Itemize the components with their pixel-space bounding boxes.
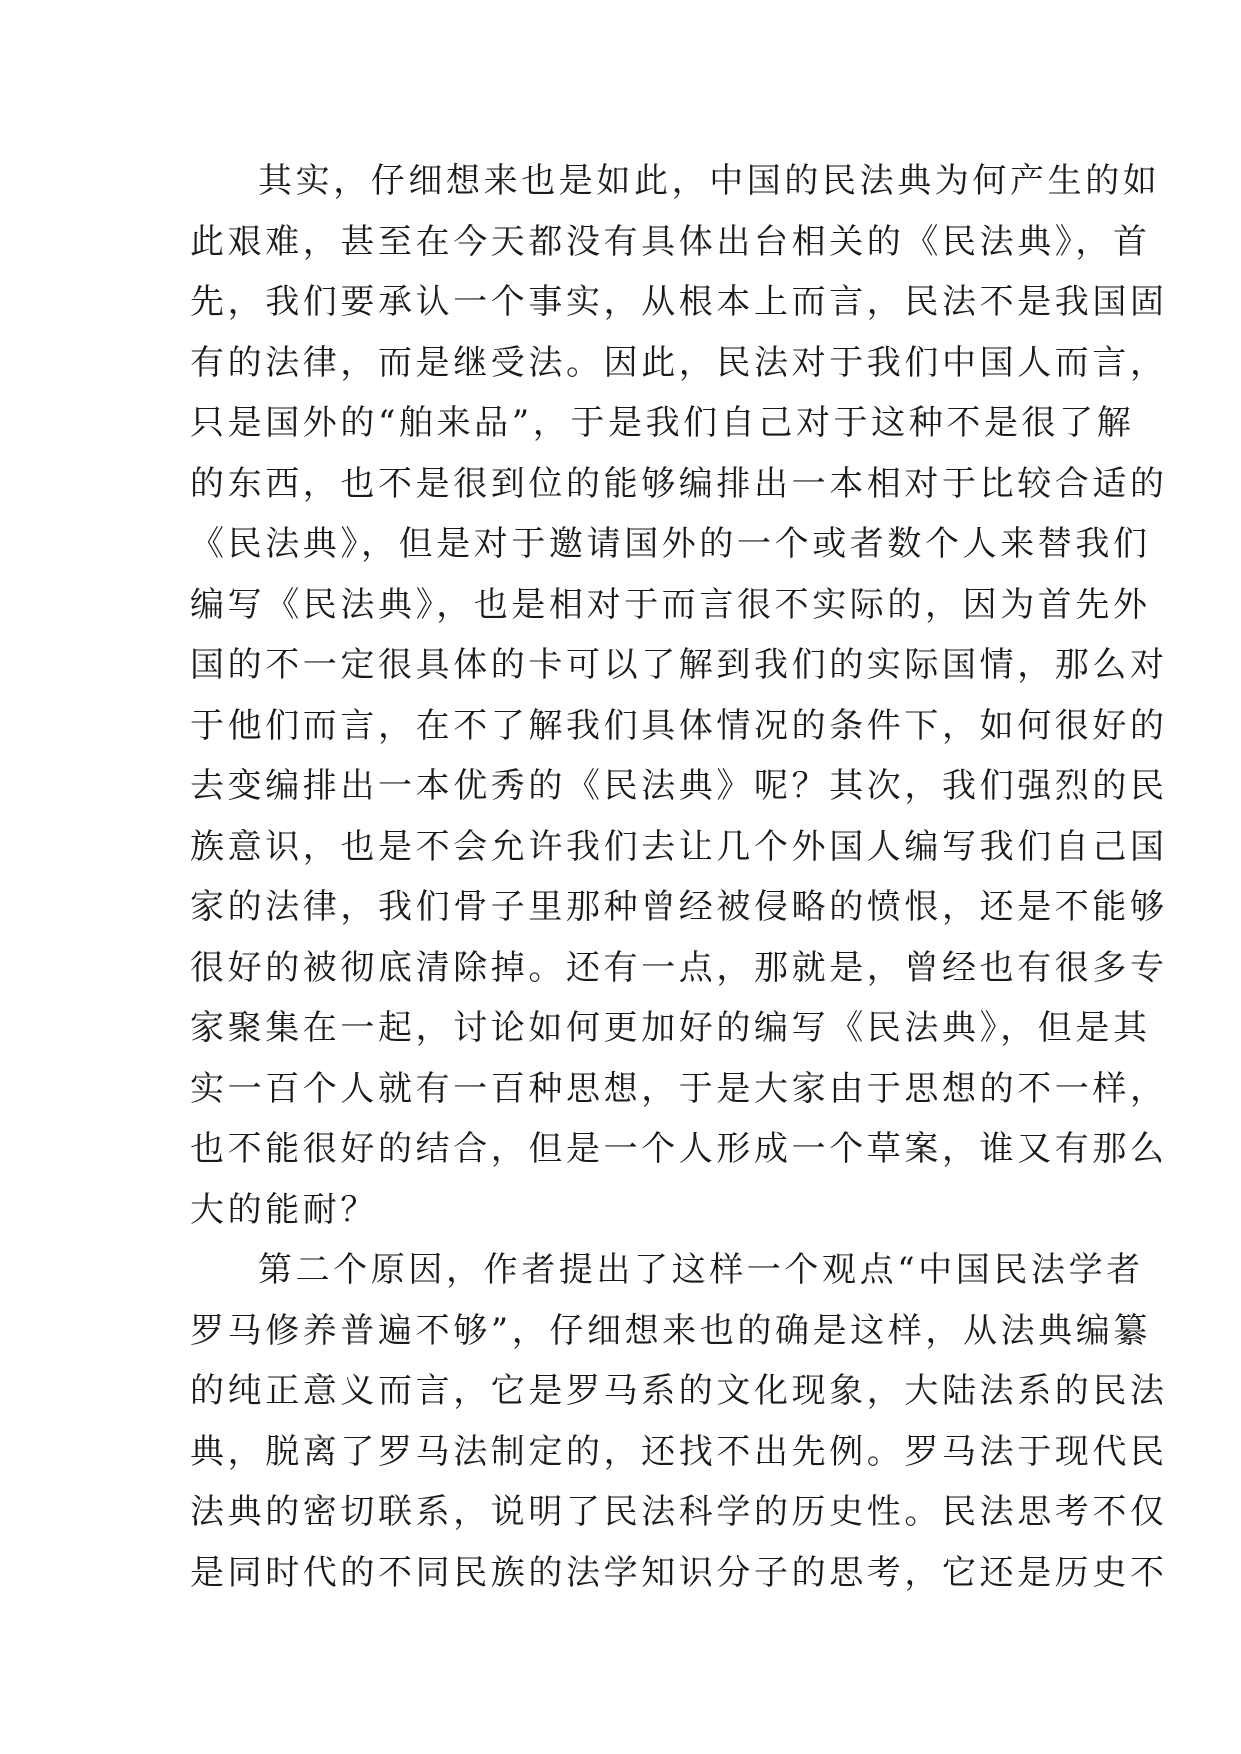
text-line: 家的法律，我们骨子里那种曾经被侵略的愤恨，还是不能够: [190, 887, 1168, 927]
text-line: 只是国外的“舶来品”，于是我们自己对于这种不是很了解: [190, 403, 1135, 443]
text-line: 罗马修养普遍不够”，仔细想来也的确是这样，从法典编纂: [190, 1310, 1151, 1351]
text-line: 的东西，也不是很到位的能够编排出一本相对于比较合适的: [190, 463, 1168, 504]
text-line: 是同时代的不同民族的法学知识分子的思考，它还是历史不: [190, 1552, 1168, 1593]
text-line: 编写《民法典》，也是相对于而言很不实际的，因为首先外: [190, 584, 1151, 625]
text-line: 法典的密切联系，说明了民法科学的历史性。民法思考不仅: [190, 1492, 1168, 1532]
text-line: 大的能耐？: [190, 1189, 378, 1230]
text-line: 很好的被彻底清除掉。还有一点，那就是，曾经也有很多专: [190, 947, 1168, 988]
text-line: 其实，仔细想来也是如此，中国的民法典为何产生的如: [258, 161, 1161, 201]
text-line: 也不能很好的结合，但是一个人形成一个草案，谁又有那么: [190, 1129, 1168, 1169]
text-line: 此艰难，甚至在今天都没有具体出台相关的《民法典》，首: [190, 221, 1151, 262]
text-line: 第二个原因，作者提出了这样一个观点“中国民法学者: [258, 1250, 1144, 1290]
text-line: 典，脱离了罗马法制定的，还找不出先例。罗马法于现代民: [190, 1431, 1168, 1472]
text-line: 有的法律，而是继受法。因此，民法对于我们中国人而言，: [190, 342, 1168, 383]
text-line: 国的不一定很具体的卡可以了解到我们的实际国情，那么对: [190, 645, 1168, 685]
text-line: 家聚集在一起，讨论如何更加好的编写《民法典》，但是其: [190, 1008, 1151, 1048]
text-line: 族意识，也是不会允许我们去让几个外国人编写我们自己国: [190, 826, 1168, 867]
paragraph-1: [190, 151, 1168, 1240]
text-line: 先，我们要承认一个事实，从根本上而言，民法不是我国固: [190, 282, 1168, 322]
text-line: 的纯正意义而言，它是罗马系的文化现象，大陆法系的民法: [190, 1371, 1168, 1411]
text-line: 去变编排出一本优秀的《民法典》呢？其次，我们强烈的民: [190, 766, 1168, 806]
text-line: 《民法典》，但是对于邀请国外的一个或者数个人来替我们: [190, 524, 1151, 564]
text-line: 实一百个人就有一百种思想，于是大家由于思想的不一样，: [190, 1068, 1168, 1109]
text-line: 于他们而言，在不了解我们具体情况的条件下，如何很好的: [190, 705, 1168, 746]
paragraph-2: [190, 1240, 1168, 1603]
